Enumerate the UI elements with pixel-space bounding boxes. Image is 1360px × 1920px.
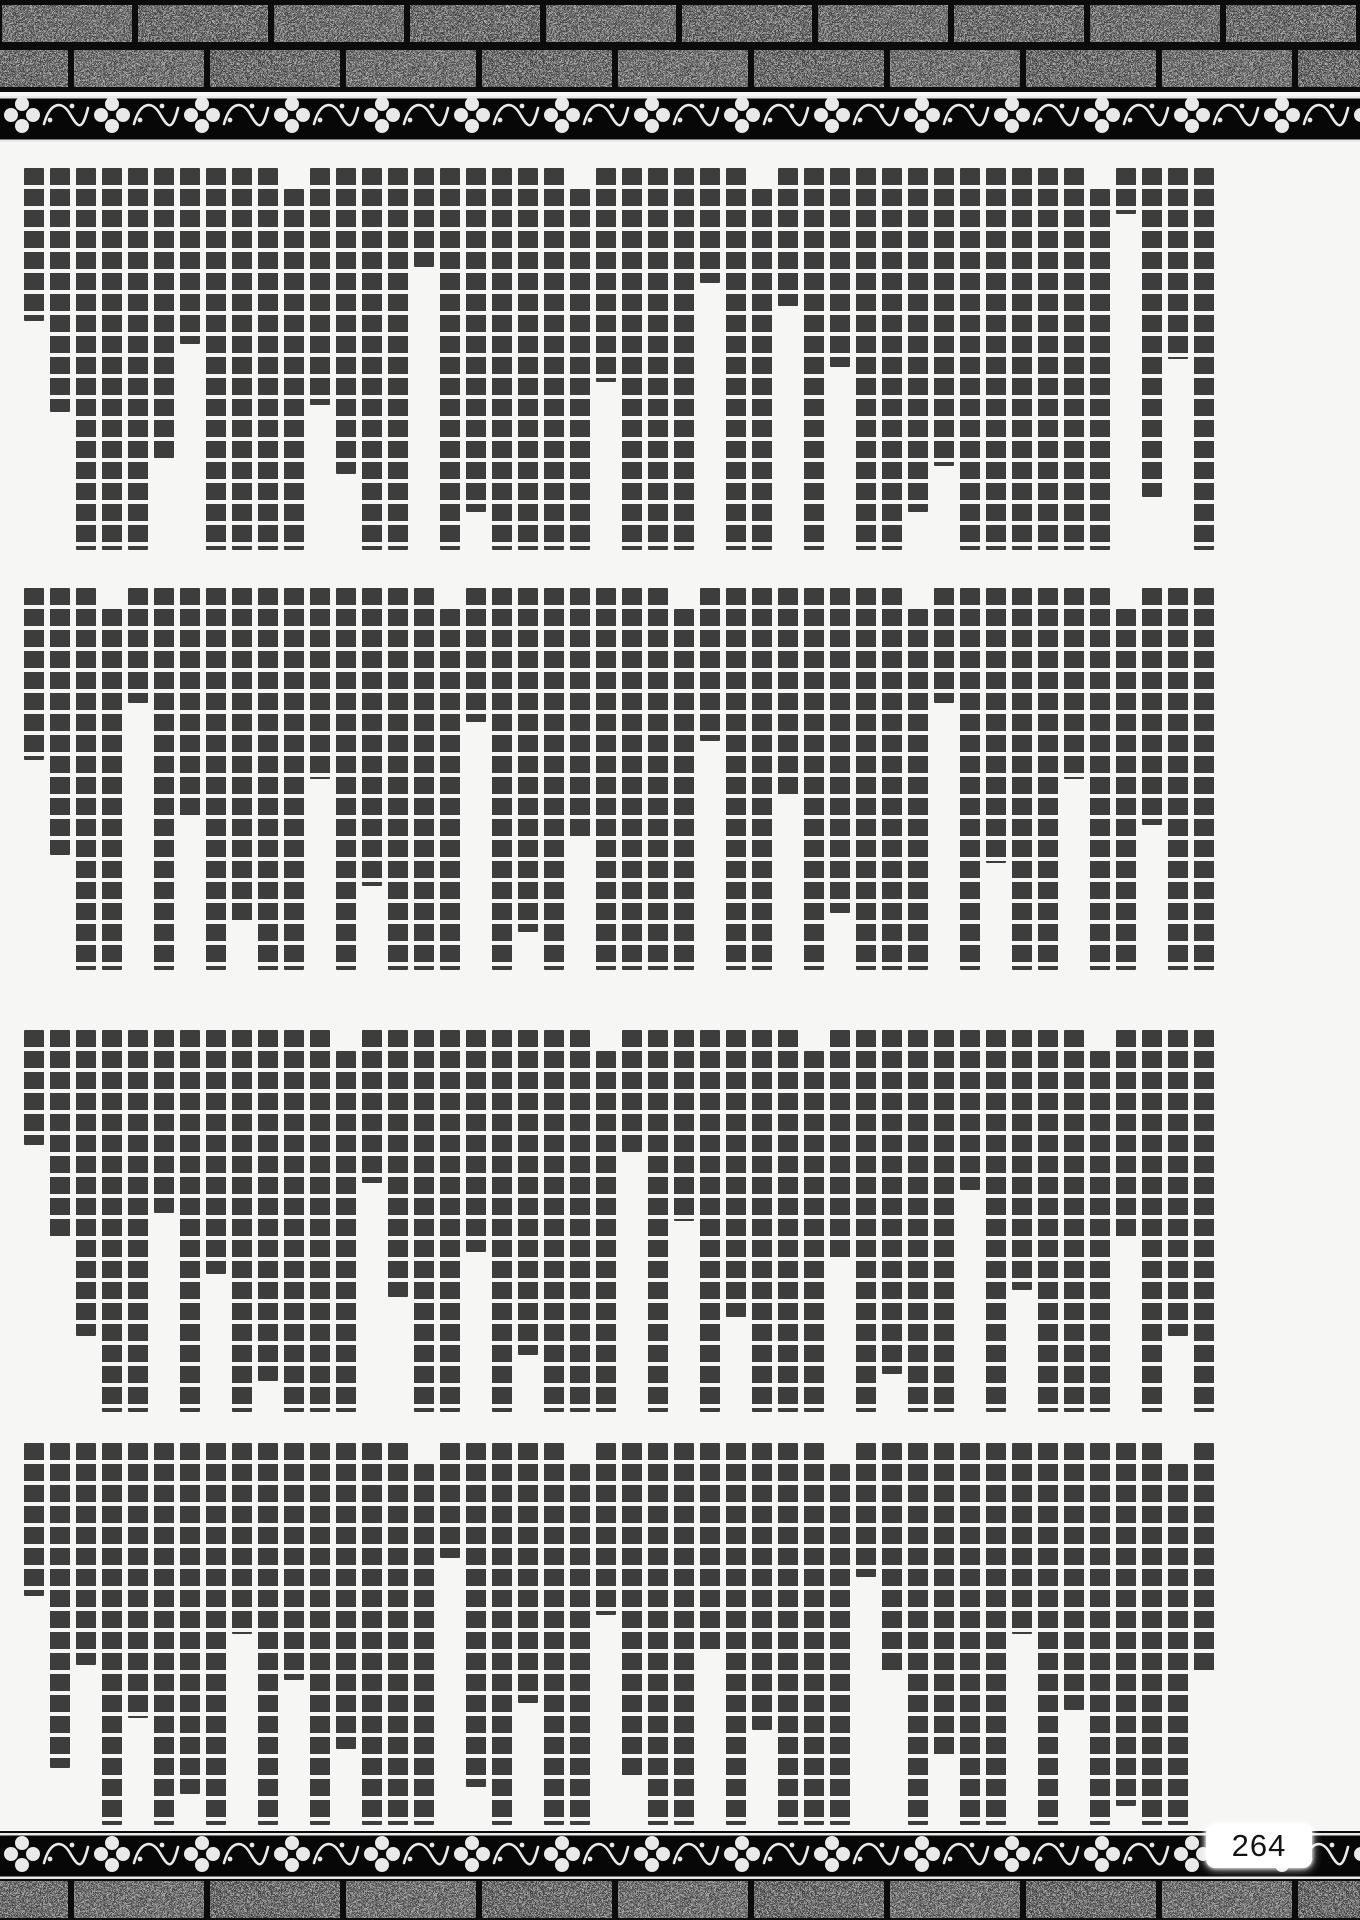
redacted-text-column xyxy=(752,1030,772,1412)
redacted-text-column xyxy=(1116,1030,1136,1240)
redacted-text-column xyxy=(1064,1443,1084,1710)
redacted-text-column xyxy=(76,168,96,550)
page-number-badge xyxy=(1206,1824,1312,1868)
redacted-text-column xyxy=(1038,1443,1058,1825)
redacted-text-column xyxy=(518,588,538,932)
redacted-text-column xyxy=(830,168,850,367)
redacted-text-column xyxy=(362,1030,382,1183)
redacted-text-column xyxy=(206,588,226,970)
redacted-text-column xyxy=(154,1030,174,1213)
redacted-text-column xyxy=(102,168,122,550)
redacted-text-column xyxy=(830,588,850,913)
redacted-text-column xyxy=(1064,168,1084,550)
redacted-text-column xyxy=(986,588,1006,863)
redacted-text-column xyxy=(1038,168,1058,550)
redacted-text-column xyxy=(1142,1443,1162,1825)
redacted-text-column xyxy=(1012,1443,1032,1634)
redacted-text-column xyxy=(830,1030,850,1259)
redacted-text-column xyxy=(752,1443,772,1730)
redacted-text-column xyxy=(1116,168,1136,214)
redacted-text-column xyxy=(76,1030,96,1336)
redacted-text-column xyxy=(544,588,564,970)
redacted-text-column xyxy=(544,168,564,550)
redacted-text-column xyxy=(102,609,122,970)
redacted-text-column xyxy=(388,1030,408,1297)
redacted-text-column xyxy=(856,1030,876,1412)
redacted-text-column xyxy=(414,168,434,267)
redacted-text-column xyxy=(960,168,980,550)
redacted-text-column xyxy=(258,168,278,550)
redacted-text-column xyxy=(674,168,694,550)
redacted-text-column xyxy=(596,588,616,970)
redacted-text-column xyxy=(336,1051,356,1412)
redacted-text-column xyxy=(700,168,720,283)
redacted-text-column xyxy=(726,588,746,970)
redacted-text-column xyxy=(154,588,174,970)
redacted-text-column xyxy=(648,168,668,550)
redacted-text-column xyxy=(414,1464,434,1825)
redacted-text-column xyxy=(622,1443,642,1779)
redacted-text-column xyxy=(1012,588,1032,970)
redacted-text-column xyxy=(492,168,512,550)
redacted-text-column xyxy=(258,588,278,970)
redacted-text-column xyxy=(882,588,902,970)
redacted-text-column xyxy=(336,168,356,474)
redacted-text-column xyxy=(310,168,330,405)
redacted-text-column xyxy=(570,588,590,840)
redacted-text-column xyxy=(856,1443,876,1577)
redacted-text-column xyxy=(596,1051,616,1412)
redacted-text-column xyxy=(310,1030,330,1412)
redacted-text-column xyxy=(1142,588,1162,825)
redacted-text-column xyxy=(752,189,772,550)
redacted-text-column xyxy=(726,1030,746,1317)
redacted-text-column xyxy=(908,1443,928,1825)
redacted-text-column xyxy=(908,1030,928,1412)
redacted-text-column xyxy=(518,1443,538,1703)
redacted-text-column xyxy=(180,1030,200,1412)
redacted-text-column xyxy=(284,1030,304,1412)
redacted-text-column xyxy=(24,168,44,321)
redacted-text-column xyxy=(570,189,590,550)
redacted-text-column xyxy=(986,1030,1006,1412)
redacted-text-column xyxy=(466,588,486,722)
redacted-text-column xyxy=(804,1051,824,1412)
redacted-text-column xyxy=(934,1030,954,1412)
redacted-text-column xyxy=(24,1030,44,1145)
redacted-text-column xyxy=(700,1443,720,1653)
redacted-text-column xyxy=(336,588,356,970)
redacted-text-column xyxy=(388,588,408,970)
redacted-text-column xyxy=(1090,588,1110,970)
redacted-text-column xyxy=(414,588,434,970)
redacted-text-column xyxy=(622,168,642,550)
redacted-text-column xyxy=(180,168,200,344)
redacted-text-column xyxy=(1194,588,1214,970)
redacted-text-column xyxy=(1012,168,1032,550)
redacted-text-column xyxy=(154,1443,174,1825)
redacted-text-column xyxy=(310,1443,330,1825)
redacted-text-column xyxy=(856,168,876,550)
redacted-text-column xyxy=(1116,1443,1136,1806)
redacted-text-column xyxy=(674,1443,694,1825)
redacted-text-column xyxy=(154,168,174,458)
redacted-text-column xyxy=(1168,588,1188,970)
redacted-text-column xyxy=(258,1443,278,1825)
redacted-text-column xyxy=(986,168,1006,550)
redacted-text-column xyxy=(830,1464,850,1825)
redacted-text-column xyxy=(232,1030,252,1412)
redacted-text-column xyxy=(1168,168,1188,359)
text-row-1 xyxy=(0,168,1360,550)
redacted-text-column xyxy=(986,1443,1006,1825)
redacted-text-column xyxy=(1038,588,1058,970)
redacted-text-column xyxy=(362,588,382,886)
redacted-text-column xyxy=(1194,1443,1214,1672)
redacted-text-column xyxy=(440,1030,460,1412)
redacted-text-column xyxy=(804,588,824,970)
redacted-text-column xyxy=(388,1443,408,1825)
redacted-text-column xyxy=(960,588,980,970)
redacted-text-column xyxy=(180,588,200,817)
brick-wall-bottom xyxy=(0,1831,1360,1920)
redacted-text-column xyxy=(414,1030,434,1412)
redacted-text-column xyxy=(128,1030,148,1412)
redacted-text-column xyxy=(1090,189,1110,550)
redacted-text-column xyxy=(622,588,642,970)
redacted-text-column xyxy=(102,1030,122,1412)
redacted-text-column xyxy=(778,588,798,798)
redacted-text-column xyxy=(492,1030,512,1412)
redacted-text-column xyxy=(1116,609,1136,970)
text-row-4 xyxy=(0,1443,1360,1825)
redacted-text-column xyxy=(804,168,824,550)
redacted-text-column xyxy=(1168,1464,1188,1825)
redacted-text-column xyxy=(778,1443,798,1825)
redacted-text-column xyxy=(232,1443,252,1634)
redacted-text-column xyxy=(440,168,460,550)
redacted-text-column xyxy=(778,168,798,306)
redacted-text-column xyxy=(700,1030,720,1412)
redacted-text-column xyxy=(1194,168,1214,550)
redacted-text-column xyxy=(466,1030,486,1252)
redacted-text-column xyxy=(206,168,226,550)
redacted-text-column xyxy=(804,1443,824,1825)
redacted-text-column xyxy=(258,1030,278,1381)
redacted-text-column xyxy=(700,588,720,741)
decorative-border-bottom xyxy=(0,1828,1360,1920)
page-number: 264 xyxy=(1231,1828,1287,1863)
redacted-text-column xyxy=(596,1443,616,1615)
redacted-text-column xyxy=(778,1030,798,1412)
redacted-text-column xyxy=(648,588,668,970)
redacted-text-column xyxy=(960,1030,980,1190)
redacted-text-column xyxy=(518,168,538,550)
redacted-text-column xyxy=(284,588,304,970)
redacted-text-column xyxy=(1168,1030,1188,1336)
redacted-text-column xyxy=(284,189,304,550)
redacted-text-column xyxy=(648,1443,668,1825)
redacted-text-column xyxy=(674,1030,694,1221)
redacted-text-column xyxy=(622,1030,642,1152)
redacted-text-column xyxy=(726,168,746,550)
redacted-text-column xyxy=(492,588,512,970)
text-row-2 xyxy=(0,588,1360,970)
redacted-text-column xyxy=(752,588,772,970)
redacted-text-column xyxy=(1194,1030,1214,1412)
redacted-text-column xyxy=(50,168,70,412)
text-row-3 xyxy=(0,1030,1360,1412)
redacted-text-column xyxy=(570,1464,590,1825)
redacted-text-column xyxy=(1142,168,1162,497)
redacted-text-column xyxy=(362,168,382,550)
redacted-text-column xyxy=(674,609,694,970)
redacted-text-column xyxy=(570,1030,590,1412)
redacted-text-column xyxy=(440,1443,460,1558)
redacted-text-column xyxy=(440,609,460,970)
redacted-text-column xyxy=(1090,1051,1110,1412)
redacted-text-column xyxy=(128,588,148,703)
redacted-text-column xyxy=(128,1443,148,1718)
redacted-text-column xyxy=(24,588,44,760)
redacted-text-column xyxy=(934,588,954,703)
redacted-text-column xyxy=(1090,1443,1110,1825)
redacted-text-column xyxy=(128,168,148,550)
redacted-text-column xyxy=(24,1443,44,1596)
redacted-text-column xyxy=(102,1443,122,1825)
redacted-text-column xyxy=(1012,1030,1032,1290)
redacted-text-column xyxy=(934,1443,954,1756)
redacted-text-column xyxy=(180,1443,200,1794)
redacted-text-column xyxy=(284,1443,304,1680)
redacted-text-column xyxy=(466,1443,486,1787)
redacted-text-column xyxy=(492,1443,512,1825)
redacted-text-column xyxy=(76,1443,96,1665)
redacted-text-column xyxy=(388,168,408,550)
redacted-text-column xyxy=(544,1443,564,1825)
redacted-text-column xyxy=(908,609,928,970)
redacted-text-column xyxy=(76,588,96,970)
redacted-text-column xyxy=(882,1443,902,1672)
redacted-text-column xyxy=(1038,1030,1058,1412)
redacted-text-column xyxy=(882,168,902,550)
redacted-text-column xyxy=(648,1030,668,1412)
redacted-text-column xyxy=(206,1030,226,1274)
redacted-text-column xyxy=(960,1443,980,1825)
redacted-text-column xyxy=(544,1030,564,1412)
redacted-text-column xyxy=(726,1443,746,1825)
redacted-text-column xyxy=(908,168,928,512)
redacted-text-column xyxy=(310,588,330,779)
redacted-text-column xyxy=(50,1030,70,1240)
redacted-text-column xyxy=(934,168,954,466)
redacted-text-column xyxy=(596,168,616,382)
redacted-text-column xyxy=(50,588,70,855)
redacted-text-column xyxy=(1064,588,1084,779)
redacted-text-column xyxy=(362,1443,382,1825)
redacted-text-column xyxy=(206,1443,226,1825)
redacted-text-column xyxy=(232,168,252,550)
redacted-text-column xyxy=(1064,1030,1084,1412)
redacted-text-column xyxy=(518,1030,538,1355)
redacted-text-column xyxy=(882,1030,902,1374)
redacted-text-column xyxy=(466,168,486,512)
redacted-text-column xyxy=(50,1443,70,1768)
redacted-text-column xyxy=(1142,1030,1162,1412)
redacted-text-column xyxy=(336,1443,356,1749)
redacted-text-column xyxy=(856,588,876,970)
redacted-text-column xyxy=(232,588,252,924)
